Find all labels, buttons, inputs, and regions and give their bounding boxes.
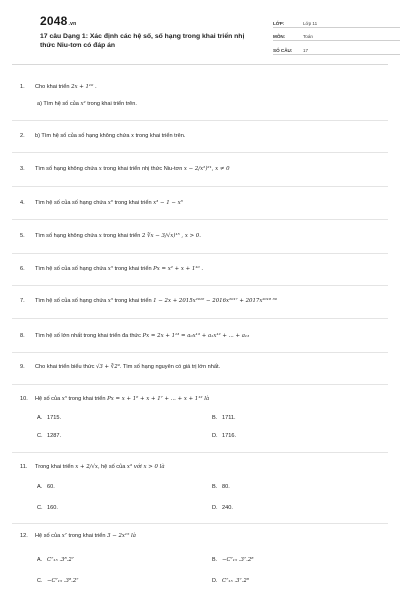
question-number: 11.: [20, 464, 28, 470]
option-value: 1715.: [47, 415, 61, 421]
question-12: [20, 533, 385, 540]
question-number: 9.: [20, 364, 25, 370]
header-divider: [12, 64, 388, 65]
sub-question-math: x²: [80, 101, 86, 107]
question-9: [20, 364, 385, 371]
question-math: √3 + ∛2⁹: [95, 364, 120, 370]
question-math-expression: 3 − 2x¹⁵ là: [107, 533, 136, 539]
question-math-expression: x³ với x > 0 là: [126, 464, 165, 470]
answer-option-a[interactable]: [37, 484, 55, 490]
question-11: [20, 464, 385, 471]
option-letter: D.: [212, 505, 218, 511]
question-1: [20, 84, 385, 91]
question-math-expression: x³ − 1 − x⁶: [153, 200, 183, 206]
answer-option-d[interactable]: [212, 578, 249, 584]
question-math: x + 2/√x: [75, 464, 98, 470]
meta-value-count: 17: [303, 47, 309, 53]
question-separator: [12, 219, 388, 220]
logo-text: 2048: [40, 14, 68, 28]
page-title: 17 câu Dạng 1: Xác định các hệ số, số hạng trong khai triển nhị thức Niu-tơn có đáp án: [40, 33, 245, 49]
question-number: 8.: [20, 333, 25, 339]
question-math: x: [98, 233, 102, 239]
question-text: b) Tìm hệ số của số hạng không chứa: [35, 133, 130, 139]
question-6: [20, 266, 385, 273]
question-text: Tìm hệ số của số hạng chứa: [35, 298, 107, 304]
meta-row-subject: [273, 28, 400, 42]
question-tail: trong khai triển: [114, 298, 152, 304]
question-number: 3.: [20, 166, 25, 172]
question-tail: trong khai triển nhị thức Niu-tơn: [103, 166, 183, 172]
question-2: [20, 133, 385, 140]
question-math: x⁵: [107, 266, 113, 272]
answer-option-b[interactable]: [212, 415, 236, 421]
question-text: Hệ số của: [35, 533, 61, 539]
question-number: 6.: [20, 266, 25, 272]
sub-question-text: a) Tìm hệ số của: [37, 101, 79, 107]
question-separator: [12, 120, 388, 121]
option-value: 1711.: [222, 415, 236, 421]
answer-option-b[interactable]: [212, 484, 230, 490]
question-math: Px = 2x + 1¹³ = a₀x¹³ + a₁x¹² + ... + a₁₃: [142, 333, 250, 339]
question-3: [20, 166, 385, 173]
question-separator: [12, 186, 388, 187]
question-separator: [12, 253, 388, 254]
answer-option-c[interactable]: [37, 505, 58, 511]
question-tail: trong khai triển: [68, 396, 106, 402]
question-text: Cho khai triển biểu thức: [35, 364, 95, 370]
question-separator: [12, 318, 388, 319]
answer-option-c[interactable]: [37, 433, 61, 439]
question-number: 4.: [20, 200, 25, 206]
question-math-expression: 2 ∛x − 3/√x)¹⁵ , x > 0.: [141, 233, 201, 239]
option-value: 80.: [222, 484, 230, 490]
question-number: 12.: [20, 533, 28, 539]
question-tail: trong khai triển: [68, 533, 106, 539]
question-text: Trong khai triển: [35, 464, 74, 470]
question-text: Tìm hệ số của số hạng chứa: [35, 266, 107, 272]
question-math: x⁶: [107, 200, 113, 206]
option-letter: B.: [212, 557, 218, 563]
question-separator: [12, 285, 388, 286]
question-1-sub: [37, 101, 377, 108]
question-number: 5.: [20, 233, 25, 239]
question-separator: [12, 523, 388, 524]
question-separator: [12, 452, 388, 453]
question-tail: trong khai triển: [114, 200, 152, 206]
question-separator: [12, 152, 388, 153]
question-tail: , hệ số của: [97, 464, 126, 470]
question-number: 7.: [20, 298, 25, 304]
option-value: −C⁷₁₅ .3⁷.2⁸: [222, 557, 254, 563]
option-letter: C.: [37, 578, 43, 584]
question-tail: trong khai triển: [114, 266, 152, 272]
meta-row-count: [273, 41, 400, 55]
question-4: [20, 200, 385, 207]
answer-option-a[interactable]: [37, 557, 74, 563]
option-letter: B.: [212, 415, 218, 421]
meta-info: [273, 14, 400, 55]
question-math-expression: Px = x² + x + 1¹⁰ .: [153, 266, 204, 272]
question-number: 1.: [20, 84, 25, 90]
answer-option-d[interactable]: [212, 433, 236, 439]
option-letter: A.: [37, 484, 43, 490]
answer-option-a[interactable]: [37, 415, 61, 421]
option-value: 1287.: [47, 433, 61, 439]
question-math: x: [131, 133, 135, 139]
logo-suffix: .vn: [68, 21, 77, 27]
meta-label-count: SỐ CÂU:: [273, 47, 293, 53]
answer-option-b[interactable]: [212, 557, 253, 563]
question-math-expression: Px = x + 1⁶ + x + 1⁷ + ... + x + 1¹² là: [107, 396, 210, 402]
question-math: x⁷: [61, 533, 67, 539]
option-value: 160.: [47, 505, 58, 511]
option-value: 240.: [222, 505, 233, 511]
question-separator: [12, 352, 388, 353]
meta-row-class: [273, 14, 400, 28]
question-text: Hệ số của: [35, 396, 61, 402]
question-separator: [12, 384, 388, 385]
option-value: 1716.: [222, 433, 236, 439]
question-math-expression: 1 − 2x + 2015x²⁰¹⁶ − 2016x²⁰¹⁷ + 2017x²⁰¹⁸ ⁶⁰: [153, 298, 278, 304]
question-text: Tìm số hạng không chứa: [35, 233, 98, 239]
sub-question-tail: trong khai triển trên.: [87, 101, 137, 107]
meta-label-subject: MÔN:: [273, 34, 286, 39]
question-text: Tìm hệ số của số hạng chứa: [35, 200, 107, 206]
question-5: [20, 233, 385, 240]
meta-value-class: Lớp 11: [303, 20, 318, 26]
option-letter: C.: [37, 505, 43, 511]
option-letter: D.: [212, 433, 218, 439]
option-letter: C.: [37, 433, 43, 439]
meta-label-class: LỚP:: [273, 20, 285, 26]
question-tail: trong khai triển: [103, 233, 141, 239]
question-tail: trong khai triển trên.: [135, 133, 186, 139]
option-letter: A.: [37, 557, 43, 563]
question-10: [20, 396, 385, 403]
option-value: 60.: [47, 484, 55, 490]
option-letter: A.: [37, 415, 43, 421]
question-math: x⁵: [61, 396, 67, 402]
document-header: [20, 0, 380, 62]
meta-value-subject: Toán: [303, 34, 313, 39]
question-math-expression: x − 2/x²)²¹, x ≠ 0: [183, 166, 230, 172]
question-number: 10.: [20, 396, 28, 402]
answer-option-d[interactable]: [212, 505, 233, 511]
option-letter: D.: [212, 578, 218, 584]
question-tail: . Tìm số hạng nguyên có giá trị lớn nhất.: [119, 364, 221, 370]
option-value: −C⁷₁₅ .3⁸.2⁷: [47, 578, 79, 584]
question-text: Tìm số hạng không chứa: [35, 166, 98, 172]
question-math: x⁵: [107, 298, 113, 304]
question-8: [20, 333, 385, 340]
option-value: C⁷₁₅ .3⁸.2⁷: [47, 557, 74, 563]
answer-option-c[interactable]: [37, 578, 78, 584]
question-number: 2.: [20, 133, 25, 139]
option-letter: B.: [212, 484, 218, 490]
question-text: Tìm hệ số lớn nhất trong khai triển đa thức: [35, 333, 141, 339]
question-math: 2x + 1¹⁰ .: [71, 84, 97, 90]
question-7: [20, 298, 385, 305]
question-text: Cho khai triển: [35, 84, 70, 90]
question-math: x: [98, 166, 102, 172]
site-logo[interactable]: [40, 14, 76, 28]
option-value: C⁷₁₅ .3⁷.2⁸: [222, 578, 249, 584]
